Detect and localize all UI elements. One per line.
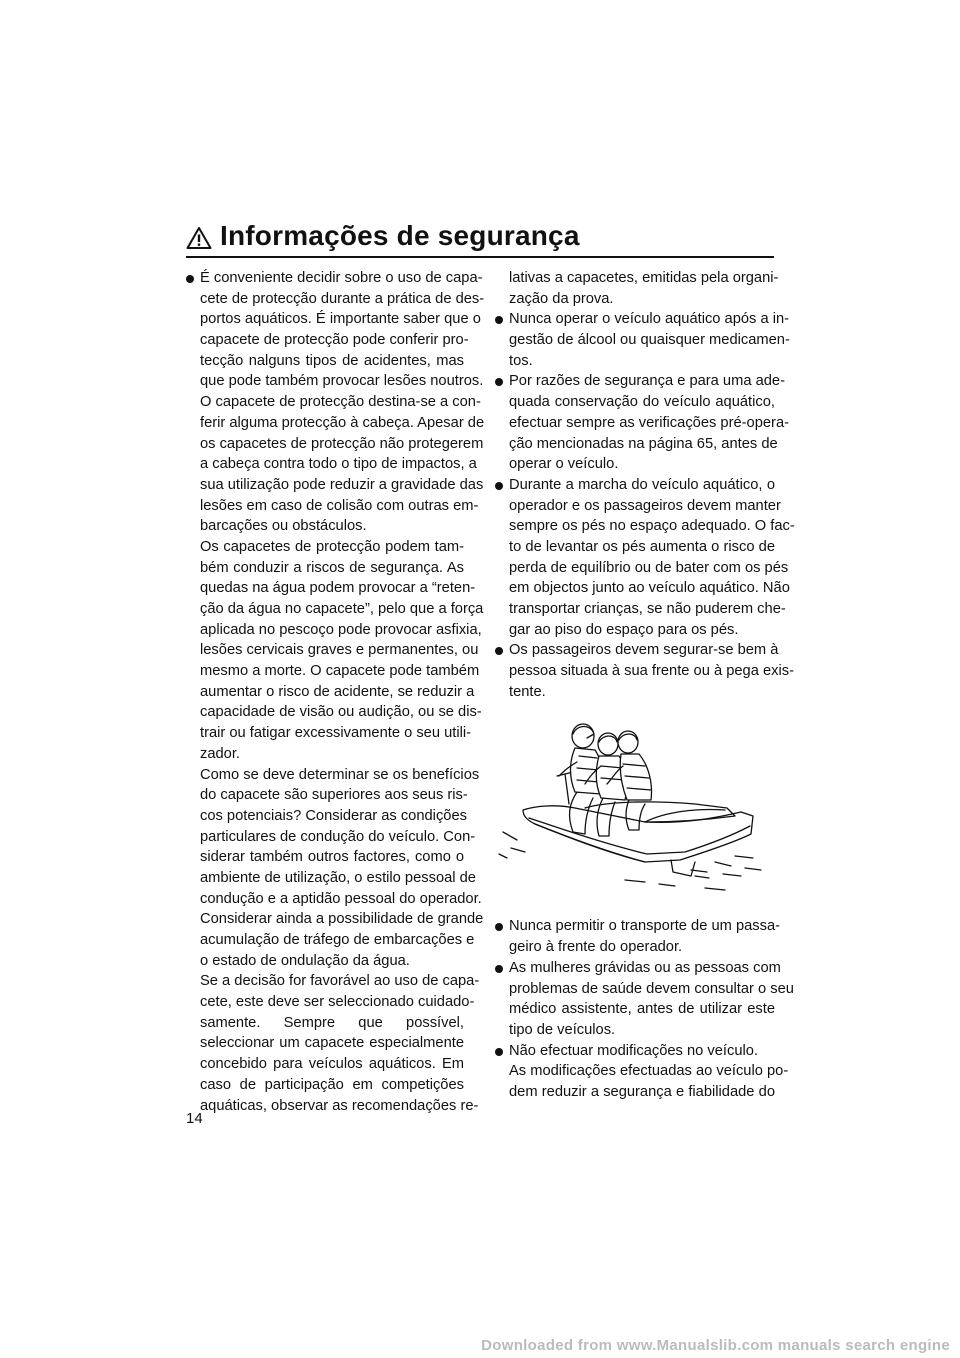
text-line: ção mencionadas na página 65, antes de xyxy=(509,435,778,452)
text-line: to de levantar os pés aumenta o risco de xyxy=(509,538,775,555)
text-line: acumulação de tráfego de embarcações e xyxy=(200,932,475,948)
text-line: particulares de condução do veículo. Con- xyxy=(200,828,476,845)
text-line: mesmo a morte. O capacete pode também xyxy=(200,663,480,680)
left-column xyxy=(186,268,485,1116)
text-line: ambiente de utilização, o estilo pessoal de xyxy=(200,869,476,886)
text-block xyxy=(200,971,480,1116)
text-line: bém conduzir a riscos de segurança. As xyxy=(200,559,464,576)
text-line: problemas de saúde devem consultar o seu xyxy=(509,980,794,997)
text-line: tos. xyxy=(509,352,533,369)
list-item xyxy=(186,268,485,1116)
text-line: Não efectuar modificações no veículo. xyxy=(509,1042,759,1059)
text-line: samente. Sempre que possível, xyxy=(200,1014,464,1031)
text-line: gar ao piso do espaço para os pés. xyxy=(509,621,739,638)
text-line: do capacete são superiores aos seus ris- xyxy=(200,787,468,804)
text-line: Durante a marcha do veículo aquático, o xyxy=(509,476,775,493)
watercraft-illustration xyxy=(495,712,775,902)
text-line: capacidade de visão ou audição, ou se dis- xyxy=(200,704,482,721)
warning-triangle-icon xyxy=(186,226,212,250)
text-line: Por razões de segurança e para uma ade- xyxy=(509,373,785,390)
text-line: quada conservação do veículo aquático, xyxy=(509,394,775,411)
text-line: tecção nalguns tipos de acidentes, mas xyxy=(200,352,464,369)
text-block xyxy=(495,268,779,309)
bullet-icon xyxy=(495,1048,503,1056)
text-line: cete, este deve ser seleccionado cuidado- xyxy=(200,994,475,1011)
text-line: perda de equilíbrio ou de bater com os pés xyxy=(509,559,789,576)
bullet-icon xyxy=(495,482,503,490)
text-line: dem reduzir a segurança e fiabilidade do xyxy=(509,1083,775,1100)
bullet-icon xyxy=(186,275,194,283)
text-line: Considerar ainda a possibilidade de grande xyxy=(200,911,484,928)
text-block xyxy=(509,1041,775,1062)
text-line: aquáticas, observar as recomendações re- xyxy=(200,1097,479,1114)
text-line: seleccionar um capacete especialmente xyxy=(200,1035,464,1052)
text-line: aplicada no pescoço pode provocar asfixia, xyxy=(200,621,482,638)
text-line: lativas a capacetes, emitidas pela organi- xyxy=(509,270,779,286)
text-line: siderar também outros factores, como o xyxy=(200,849,464,866)
text-line: Como se deve determinar se os benefícios xyxy=(200,766,480,783)
list-item xyxy=(495,309,790,371)
text-line: transportar crianças, se não puderem che- xyxy=(509,601,786,617)
text-line: concebido para veículos aquáticos. Em xyxy=(200,1056,464,1073)
list-item xyxy=(495,371,790,474)
bullet-icon xyxy=(495,378,503,386)
text-block xyxy=(200,537,484,765)
text-line: caso de participação em competições xyxy=(200,1076,464,1093)
text-line: os capacetes de protecção não protegerem xyxy=(200,435,484,452)
text-block xyxy=(509,1061,789,1102)
list-item xyxy=(495,1041,789,1103)
page-header xyxy=(186,222,774,258)
text-line: capacete de protecção pode conferir pro- xyxy=(200,332,469,349)
text-block xyxy=(509,371,790,474)
text-block xyxy=(509,916,781,957)
list-item xyxy=(495,958,794,1041)
text-block xyxy=(509,958,794,1041)
list-item xyxy=(495,916,781,957)
text-line: efectuar sempre as verificações pré-opera- xyxy=(509,414,790,431)
text-line: zador. xyxy=(200,745,241,762)
text-line: Os passageiros devem segurar-se bem à xyxy=(509,642,779,659)
bullet-icon xyxy=(495,647,503,655)
text-line: sempre os pés no espaço adequado. O fac- xyxy=(509,518,795,535)
text-line: lesões em caso de colisão com outras em- xyxy=(200,497,479,514)
text-line: lesões cervicais graves e permanentes, ou xyxy=(200,642,479,659)
text-line: trair ou fatigar excessivamente o seu utili- xyxy=(200,725,472,742)
text-line: O capacete de protecção destina-se a con- xyxy=(200,394,481,411)
text-block xyxy=(200,765,484,972)
text-line: zação da prova. xyxy=(509,290,614,307)
text-line: tente. xyxy=(509,683,546,700)
text-block xyxy=(200,268,485,537)
right-column xyxy=(495,268,795,1103)
page-number: 14 xyxy=(186,1110,203,1127)
footer-watermark-url: Downloaded from www.Manualslib.com manuals search engine xyxy=(481,1337,950,1354)
text-line: barcações ou obstáculos. xyxy=(200,518,367,535)
bullet-icon xyxy=(495,316,503,324)
bullet-icon xyxy=(495,965,503,973)
text-line: que pode também provocar lesões noutros. xyxy=(200,373,484,390)
text-line: médico assistente, antes de utilizar este xyxy=(509,1001,775,1018)
text-line: Nunca operar o veículo aquático após a in- xyxy=(509,311,790,328)
text-line: As mulheres grávidas ou as pessoas com xyxy=(509,959,781,976)
text-block xyxy=(509,309,790,371)
text-line: operador e os passageiros devem manter xyxy=(509,497,781,514)
text-line: Se a decisão for favorável ao uso de capa- xyxy=(200,973,480,990)
text-line: aumentar o risco de acidente, se reduzir a xyxy=(200,683,475,700)
page-title: Informações de segurança xyxy=(220,220,580,251)
text-line: Os capacetes de protecção podem tam- xyxy=(200,538,464,555)
text-block xyxy=(509,640,794,702)
text-line: É conveniente decidir sobre o uso de capa- xyxy=(200,270,483,286)
text-line: quedas na água podem provocar a “reten- xyxy=(200,580,476,597)
text-line: a cabeça contra todo o tipo de impactos, a xyxy=(200,456,477,473)
text-line: tipo de veículos. xyxy=(509,1021,616,1038)
text-line: condução e a aptidão pessoal do operador. xyxy=(200,890,482,907)
text-line: Nunca permitir o transporte de um passa- xyxy=(509,918,781,935)
personal-watercraft-three-riders-illustration xyxy=(495,712,775,902)
list-item xyxy=(495,640,794,702)
text-block xyxy=(509,475,795,641)
text-line: ção da água no capacete”, pelo que a força xyxy=(200,601,484,617)
text-line: pessoa situada à sua frente ou à pega exis- xyxy=(509,663,794,680)
bullet-icon xyxy=(495,923,503,931)
text-line: ferir alguma protecção à cabeça. Apesar de xyxy=(200,414,485,431)
list-item xyxy=(495,475,795,641)
text-line: gestão de álcool ou quaisquer medicamen- xyxy=(509,332,790,349)
text-line: operar o veículo. xyxy=(509,456,619,473)
text-line: sua utilização pode reduzir a gravidade das xyxy=(200,476,484,493)
text-line: cete de protecção durante a prática de des- xyxy=(200,290,485,307)
text-line: em objectos junto ao veículo aquático. Não xyxy=(509,580,790,597)
text-line: o estado de ondulação da água. xyxy=(200,952,410,969)
text-line: As modificações efectuadas ao veículo po- xyxy=(509,1063,789,1080)
text-line: portos aquáticos. É importante saber que o xyxy=(200,311,481,328)
text-line: cos potenciais? Considerar as condições xyxy=(200,807,467,824)
text-line: geiro à frente do operador. xyxy=(509,939,683,956)
